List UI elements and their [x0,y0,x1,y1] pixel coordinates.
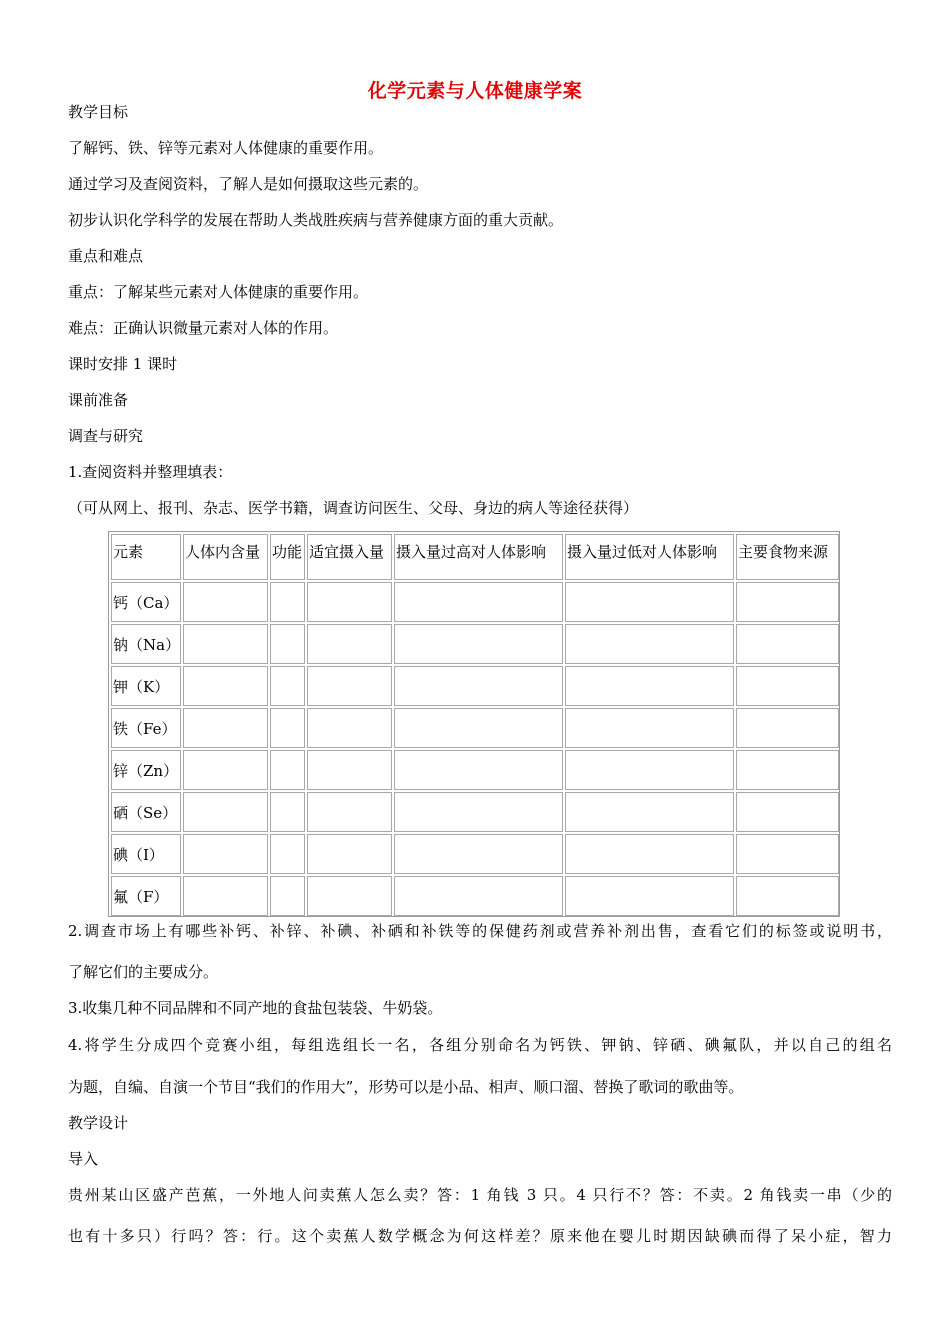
blank-cell [183,708,268,748]
objective-3: 初步认识化学科学的发展在帮助人类战胜疾病与营养健康方面的重大贡献。 [68,211,564,229]
blank-cell [307,792,392,832]
blank-cell [736,792,839,832]
table-row [111,582,839,622]
column-header: 适宜摄入量 [307,534,392,580]
column-header: 摄入量过低对人体影响 [565,534,734,580]
blank-cell [270,876,305,916]
table-row [111,750,839,790]
objective-1: 了解钙、铁、锌等元素对人体健康的重要作用。 [68,139,384,157]
column-header: 功能 [270,534,305,580]
blank-cell [394,792,563,832]
class-hours: 课时安排 1 课时 [68,355,178,373]
table-row [111,708,839,748]
task-4-line-1: 4.将学生分成四个竞赛小组，每组选组长一名，各组分别命名为钙铁、钾钠、锌硒、碘氟队，并以自己的组名 [68,1036,892,1054]
blank-cell [307,624,392,664]
blank-cell [394,708,563,748]
blank-cell [307,582,392,622]
blank-cell [736,624,839,664]
blank-cell [270,834,305,874]
element-cell: 硒（Se） [111,792,181,832]
blank-cell [565,708,734,748]
task-3: 3.收集几种不同品牌和不同产地的食盐包装袋、牛奶袋。 [68,999,443,1017]
section-heading-research: 调查与研究 [68,427,144,445]
element-cell: 铁（Fe） [111,708,181,748]
blank-cell [565,834,734,874]
blank-cell [270,582,305,622]
blank-cell [394,582,563,622]
blank-cell [565,792,734,832]
blank-cell [270,666,305,706]
section-heading-keypoints: 重点和难点 [68,247,144,265]
blank-cell [183,750,268,790]
element-table [108,531,840,917]
blank-cell [183,834,268,874]
section-heading-objectives: 教学目标 [68,103,129,121]
key-point: 重点：了解某些元素对人体健康的重要作用。 [68,283,369,301]
blank-cell [183,876,268,916]
blank-cell [270,792,305,832]
element-cell: 碘（I） [111,834,181,874]
blank-cell [307,666,392,706]
blank-cell [394,876,563,916]
section-heading-intro: 导入 [68,1150,99,1168]
blank-cell [307,876,392,916]
blank-cell [307,834,392,874]
element-cell: 氟（F） [111,876,181,916]
blank-cell [183,666,268,706]
table-row [111,834,839,874]
table-row [111,666,839,706]
section-heading-preparation: 课前准备 [68,391,129,409]
blank-cell [307,750,392,790]
column-header: 摄入量过高对人体影响 [394,534,563,580]
intro-paragraph-line-2: 也有十多只）行吗？答：行。这个卖蕉人数学概念为何这样差？原来他在婴儿时期因缺碘而得了呆小症，智力 [68,1227,892,1245]
blank-cell [307,708,392,748]
blank-cell [394,834,563,874]
element-cell: 钾（K） [111,666,181,706]
task-2-line-2: 了解它们的主要成分。 [68,963,219,981]
table-row [111,792,839,832]
table-row [111,876,839,916]
element-cell: 钠（Na） [111,624,181,664]
task-1: 1.查阅资料并整理填表： [68,463,233,481]
blank-cell [394,624,563,664]
blank-cell [270,750,305,790]
blank-cell [565,876,734,916]
objective-2: 通过学习及查阅资料，了解人是如何摄取这些元素的。 [68,175,429,193]
table-header-row [111,534,839,580]
blank-cell [736,876,839,916]
blank-cell [183,582,268,622]
blank-cell [394,750,563,790]
blank-cell [394,666,563,706]
blank-cell [736,666,839,706]
column-header: 人体内含量 [183,534,268,580]
blank-cell [183,624,268,664]
intro-paragraph-line-1: 贵州某山区盛产芭蕉，一外地人问卖蕉人怎么卖？答：1 角钱 3 只。4 只行不？答：不卖。2 角钱卖一串（少的 [68,1186,892,1204]
blank-cell [736,750,839,790]
blank-cell [270,624,305,664]
blank-cell [565,750,734,790]
blank-cell [565,582,734,622]
section-heading-design: 教学设计 [68,1114,129,1132]
task-2-line-1: 2.调查市场上有哪些补钙、补锌、补碘、补硒和补铁等的保健药剂或营养补剂出售，查看它们的标签或说明书， [68,922,892,940]
column-header: 主要食物来源 [736,534,839,580]
blank-cell [270,708,305,748]
blank-cell [565,666,734,706]
blank-cell [736,708,839,748]
element-cell: 钙（Ca） [111,582,181,622]
element-cell: 锌（Zn） [111,750,181,790]
task-1-note: （可从网上、报刊、杂志、医学书籍，调查访问医生、父母、身边的病人等途径获得） [68,499,639,517]
page-title: 化学元素与人体健康学案 [367,80,583,102]
blank-cell [183,792,268,832]
table-row [111,624,839,664]
blank-cell [736,582,839,622]
blank-cell [736,834,839,874]
column-header: 元素 [111,534,181,580]
difficult-point: 难点：正确认识微量元素对人体的作用。 [68,319,339,337]
blank-cell [565,624,734,664]
task-4-line-2: 为题，自编、自演一个节目“我们的作用大”，形势可以是小品、相声、顺口溜、替换了歌词的歌曲等。 [68,1078,744,1096]
